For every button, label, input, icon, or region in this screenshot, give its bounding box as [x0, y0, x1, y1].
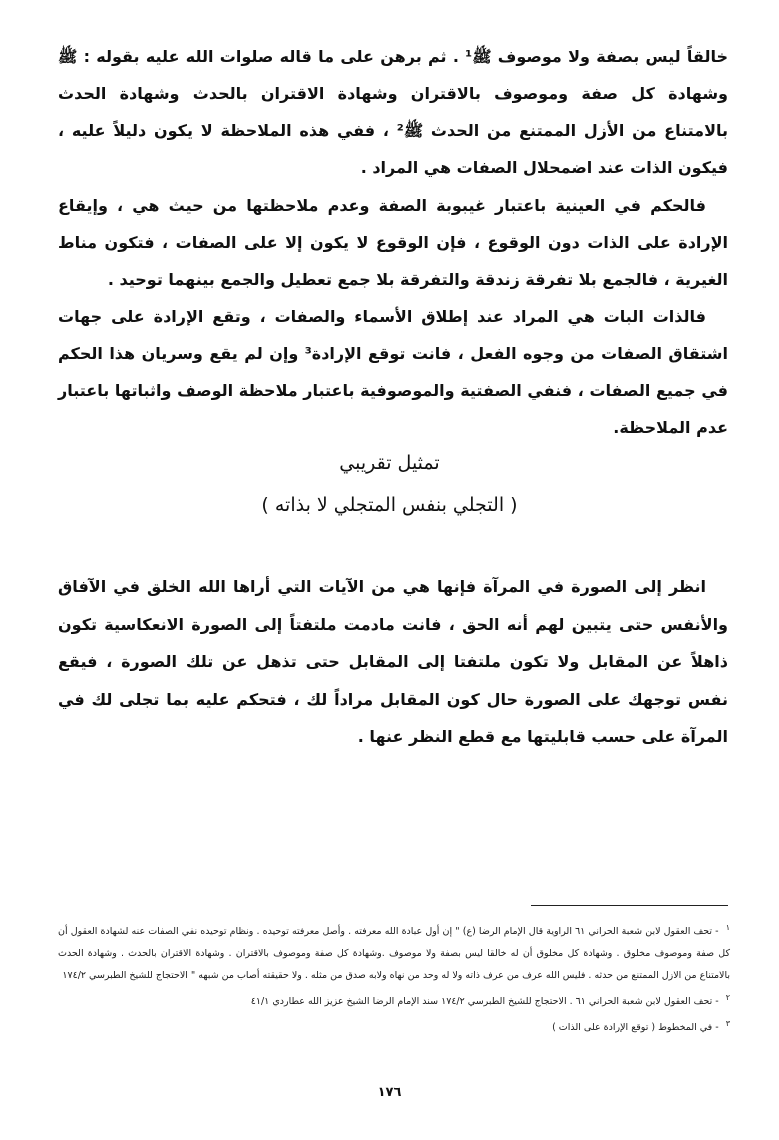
footnote-number: ٢	[725, 993, 730, 1003]
section-title: تمثيل تقريبي	[339, 452, 440, 474]
section-subtitle: ( التجلي بنفس المتجلي لا بذاته )	[261, 494, 518, 516]
footnote-divider	[531, 905, 728, 906]
page-number: ١٧٦	[377, 1085, 402, 1100]
body-paragraph-2: فالحكم في العينية باعتبار غيبوبة الصفة وعدم ملاحظتها من حيث هي ، وإيقاع الإرادة على الذات دون الوقوع ، فإن الوقوع لا يكون إلا على الصفات ، فتكون مناط الغيرية ، فالجمع بلا تفرقة زندقة والتفرقة بلا جمع تعطيل والجمع بينهما توحيد .	[58, 196, 728, 289]
body-paragraph-1: خالقاً ليس بصفة ولا موصوف ﷺ¹ . ثم برهن على ما قاله صلوات الله عليه بقوله : ﷺ وشهادة كل صفة وموصوف بالاقتران وشهادة الاقتران بالحدث وشهادة الحدث بالامتناع من الأزل الممتنع من الحدث ﷺ² ، ففي هذه الملاحظة لا يكون دليلاً عليه ، فيكون الذات عند اضمحلال الصفات هي المراد .	[58, 47, 729, 177]
footnote-number: ٣	[725, 1019, 730, 1029]
footnote-text: - تحف العقول لابن شعبة الحراني ٦١ . الاحتجاج للشيخ الطبرسي ١٧٤/٢ سند الإمام الرضا الشيخ عزيز الله عطاردي ٤١/١	[250, 996, 719, 1008]
footnote-text: - تحف العقول لابن شعبة الحراني ٦١ الراوية قال الإمام الرضا (ع) " إن أول عبادة الله معرفته . وأصل معرفته توحيده . ونظام توحيده نفي الصفات عنه لشهادة العقول أن كل صفة وموصوف مخلوق . وشهادة كل مخلوق أن له خالقا ليس بصفة ولا موصوف .وشهادة كل صفة وموصوف بالاقتران . وشهادة الاقتران بالحدث . وشهادة الحدث بالامتناع من الازل الممتنع من حدثه . فليس الله عرف من عرف ذاته ولا له وحد من نهاه ولابه صدق من مثله . ولا حقيقته أصاب من شبهه " الاحتجاج للشيخ الطبرسي ١٧٤/٢	[58, 926, 730, 982]
footnote-1	[58, 917, 730, 987]
footnote-2	[58, 987, 730, 1013]
body-paragraph-3: فالذات البات هي المراد عند إطلاق الأسماء والصفات ، وتقع الإرادة على جهات اشتقاق الصفات من وجوه الفعل ، فانت توقع الإرادة³ وإن لم يقع وسريان هذا الحكم في جميع الصفات ، فنفي الصفتية والموصوفية باعتبار ملاحظة الوصف واثباتها باعتبار عدم الملاحظة.	[58, 307, 729, 437]
footnotes-block	[58, 917, 730, 1039]
footnote-number: ١	[725, 923, 730, 932]
footnote-text: - في المخطوط ( توقع الإرادة على الذات )	[552, 1022, 719, 1034]
section-paragraph: انظر إلى الصورة في المرآة فإنها هي من الآيات التي أراها الله الخلق في الآفاق والأنفس حتى يتبين لهم أنه الحق ، فانت مادمت ملتفتاً إلى الصورة الانعكاسية تكون ذاهلاً عن المقابل ولا تكون ملتفتا إلى المقابل حتى تذهل عن تلك الصورة ، فيقع نفس توجهك على الصورة حال كون المقابل مراداً لك ، فتحكم عليه بما تجلى لك في المرآة على حسب قابليتها مع قطع النظر عنها .	[58, 577, 728, 746]
footnote-3	[58, 1013, 730, 1039]
